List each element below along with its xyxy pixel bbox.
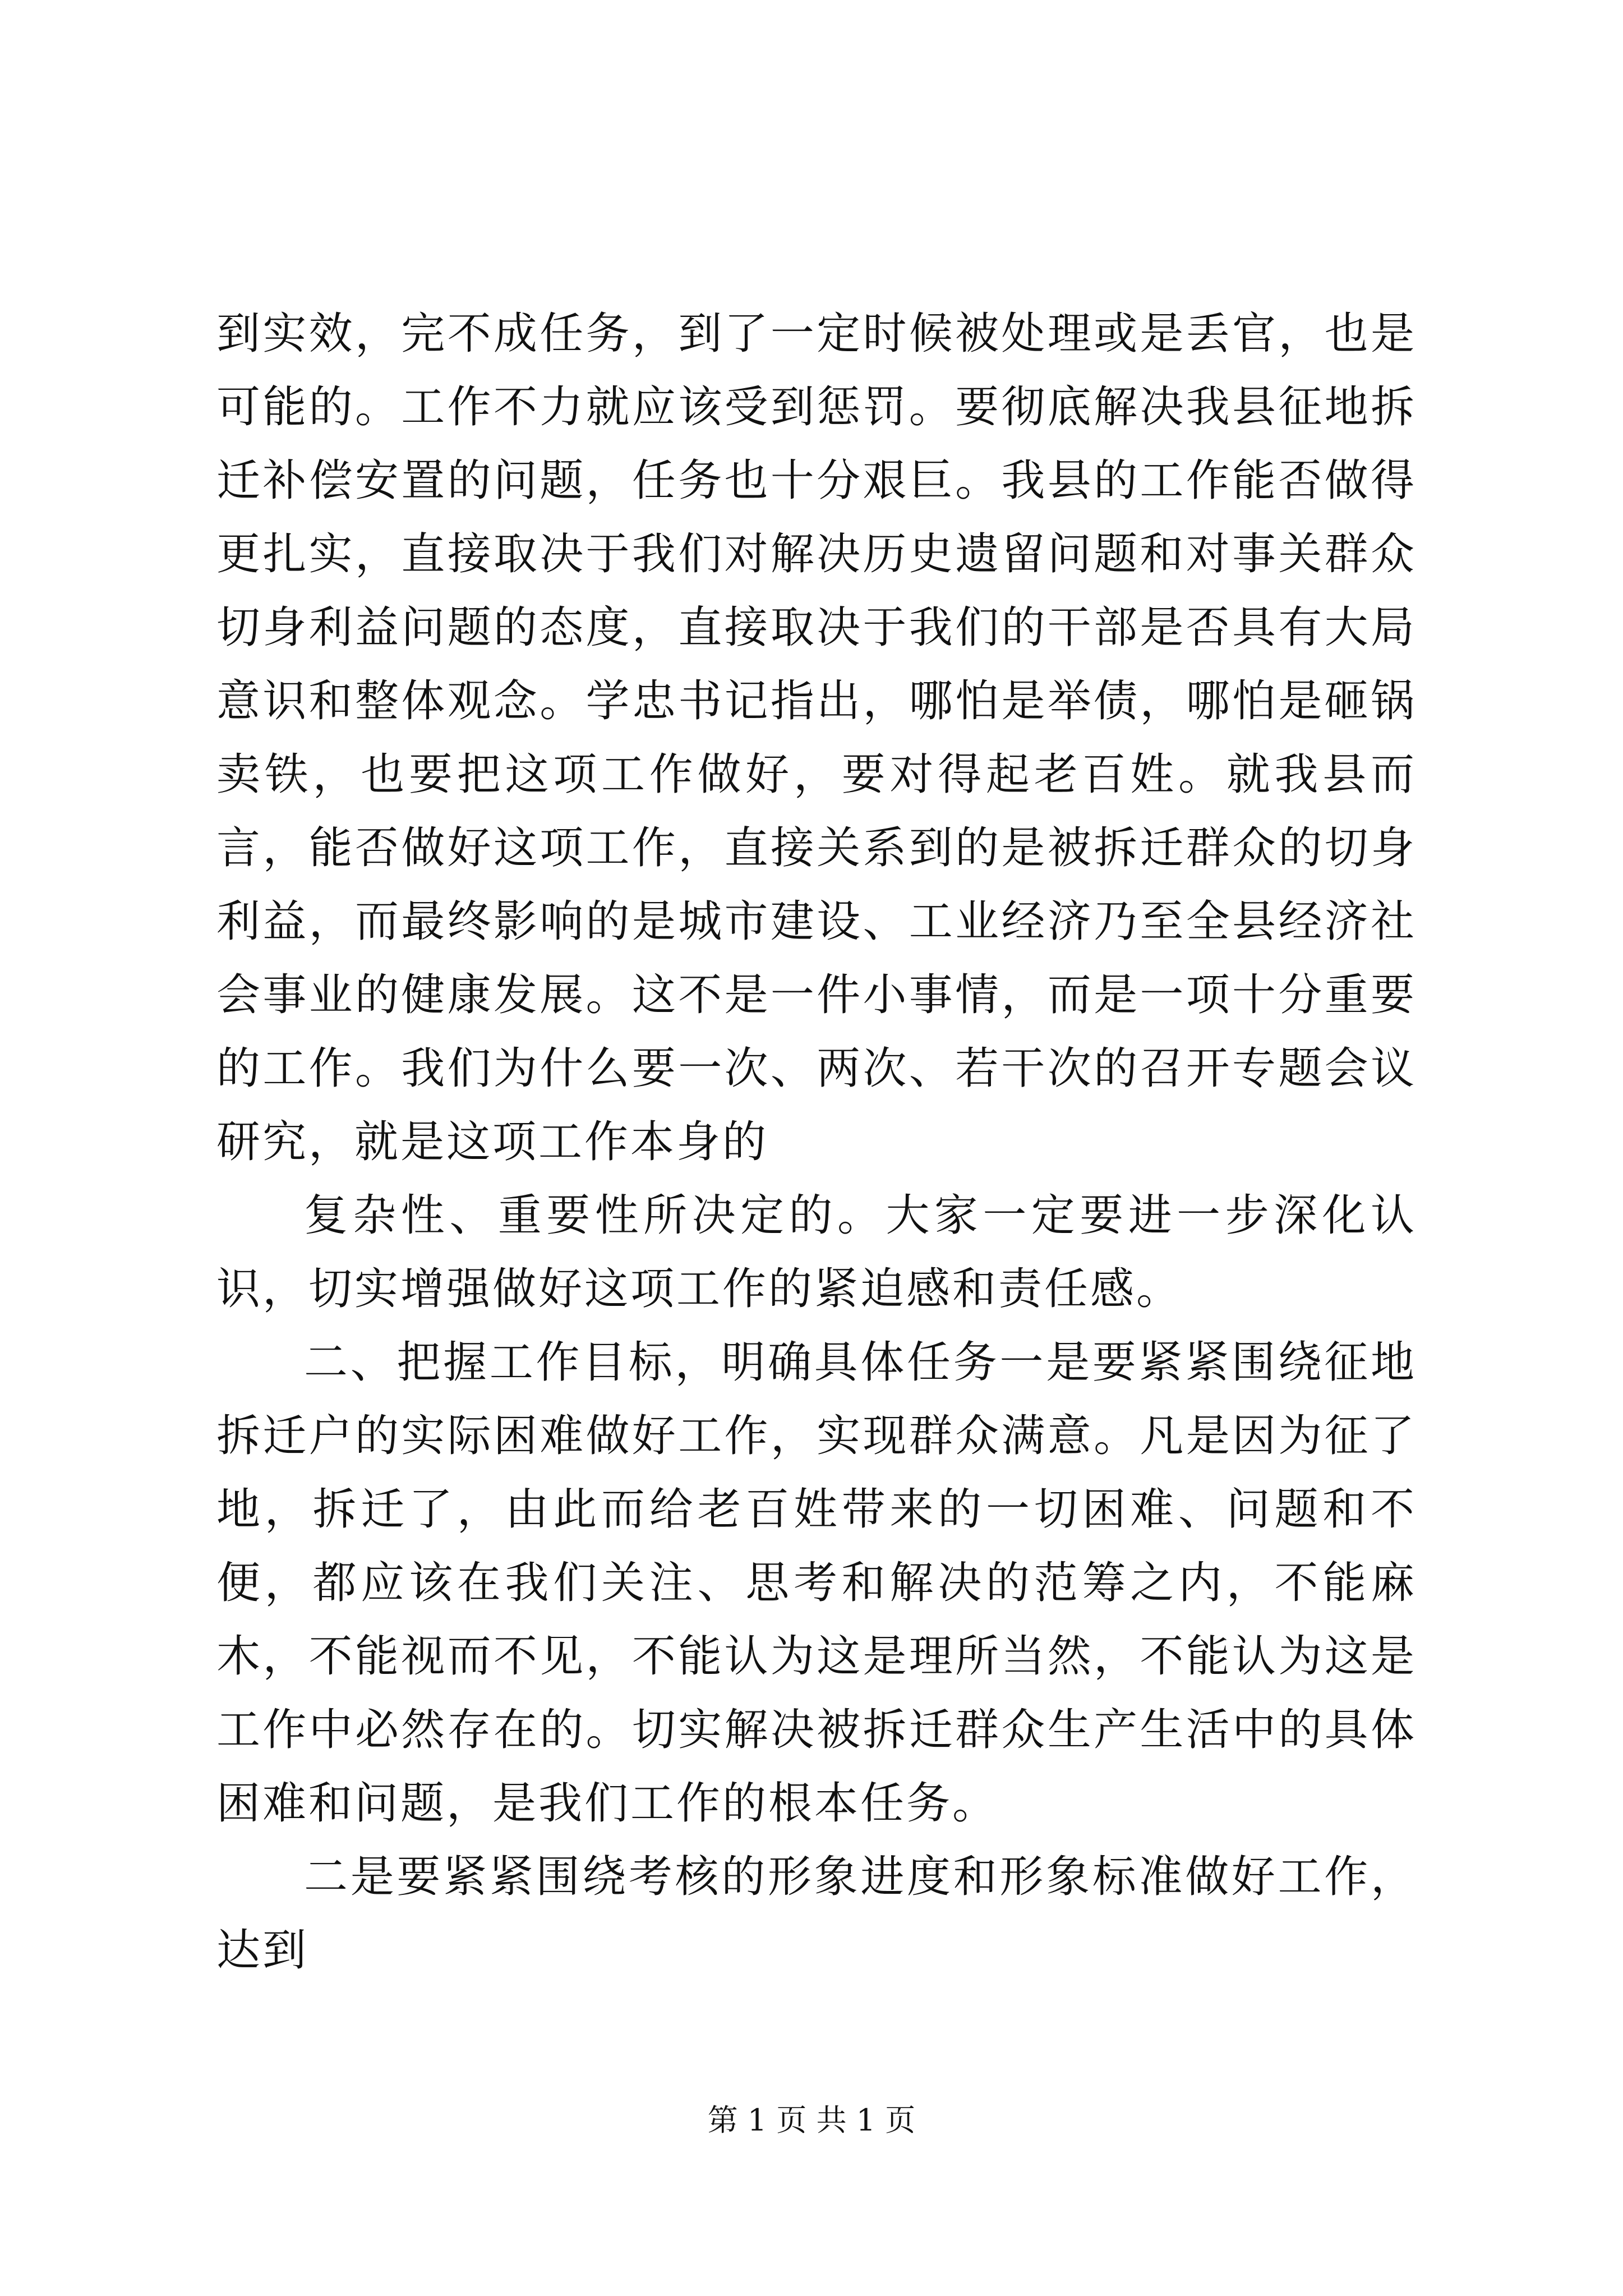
- document-body: [216, 297, 1417, 1987]
- page-footer: 第 1 页 共 1 页: [707, 2102, 916, 2138]
- paragraph-continuation: 到实效，完不成任务，到了一定时候被处理或是丢官，也是可能的。工作不力就应该受到惩罚。要彻底解决我县征地拆迁补偿安置的问题，任务也十分艰巨。我县的工作能否做得更扎实，直接取决于我们对解决历史遗留问题和对事关群众切身利益问题的态度，直接取决于我们的干部是否具有大局意识和整体观念。学忠书记指出，哪怕是举债，哪怕是砸锅卖铁，也要把这项工作做好，要对得起老百姓。就我县而言，能否做好这项工作，直接关系到的是被拆迁群众的切身利益，而最终影响的是城市建设、工业经济乃至全县经济社会事业的健康发展。这不是一件小事情，而是一项十分重要的工作。我们为什么要一次、两次、若干次的召开专题会议研究，就是这项工作本身的: [216, 309, 1417, 1167]
- paragraph-section-two: 二、把握工作目标，明确具体任务一是要紧紧围绕征地拆迁户的实际困难做好工作，实现群众满意。凡是因为征了地，拆迁了，由此而给老百姓带来的一切困难、问题和不便，都应该在我们关注、思考和解决的范筹之内，不能麻木，不能视而不见，不能认为这是理所当然，不能认为这是工作中必然存在的。切实解决被拆迁群众生产生活中的具体困难和问题，是我们工作的根本任务。: [216, 1337, 1417, 1829]
- paragraph-importance: 复杂性、重要性所决定的。大家一定要进一步深化认识，切实增强做好这项工作的紧迫感和责任感。: [216, 1190, 1417, 1314]
- paragraph-point-two: 二是要紧紧围绕考核的形象进度和形象标准做好工作，达到: [216, 1852, 1417, 1976]
